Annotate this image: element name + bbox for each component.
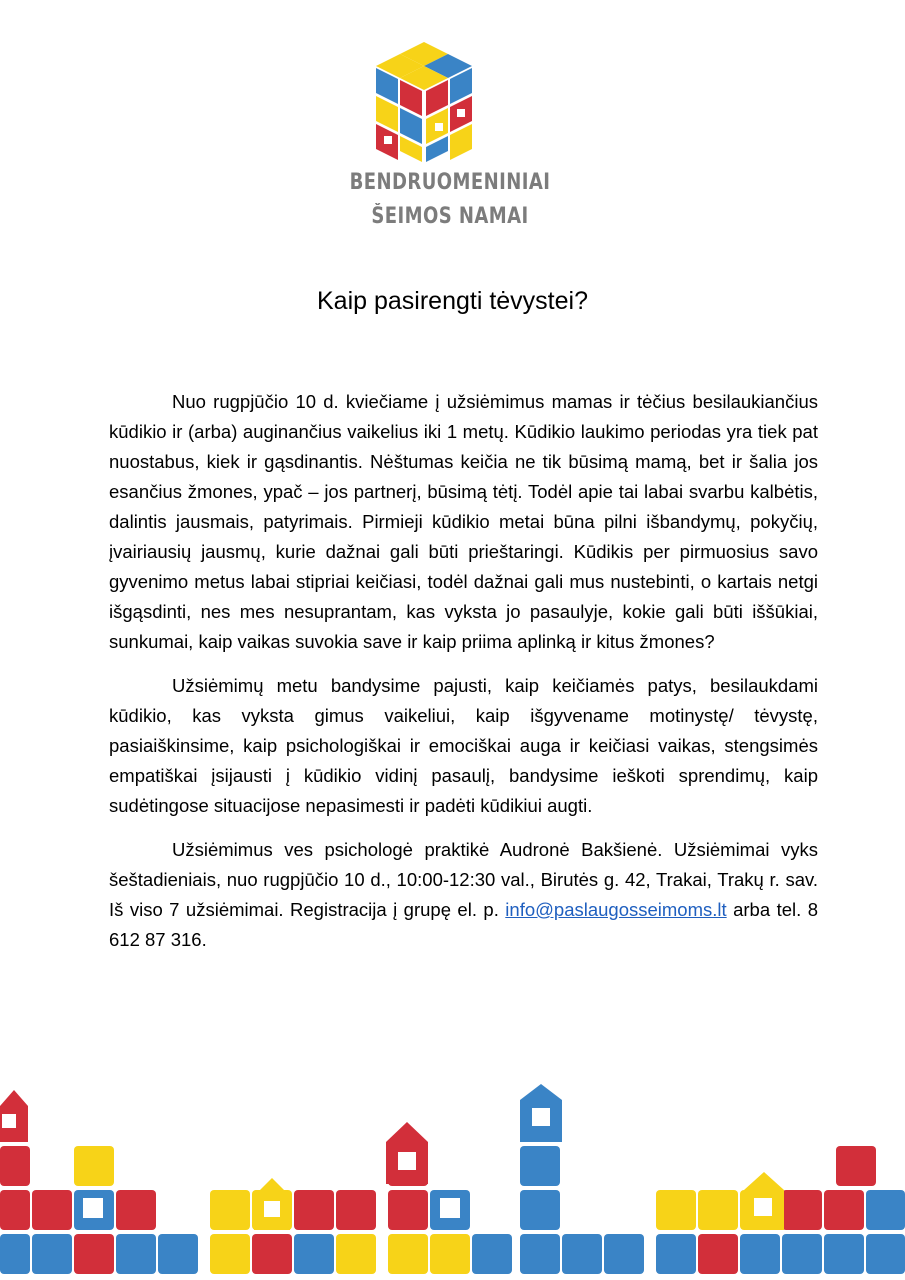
details-connector: arba bbox=[733, 899, 771, 920]
logo-cube-icon bbox=[372, 40, 476, 164]
paragraph-intro: Nuo rugpjūčio 10 d. kviečiame į užsiėmimus mamas ir tėčius besilaukiančius kūdikio ir (arba) auginančius vaikelius iki 1 metų. Kūdikio laukimo periodas yra tiek pat nuostabus, kiek ir gąsdinantis. Nėštumas keičia ne tik būsimą mamą, bet ir šalia jos esančius žmones, ypač – jos partnerį, būsimą tėtį. Todėl apie tai labai svarbu kalbėtis, dalintis jausmais, patyrimais. Pirmieji kūdikio metai būna pilni išbandymų, pokyčių, įvairiausių jausmų, kurie dažnai gali būti prieštaringi. Kūdikis per pirmuosius savo gyvenimo metus labai stipriai keičiasi, todėl dažnai gali mus nustebinti, o kartais netgi išgąsdinti, nes mes nesuprantam, kas vyksta jo pasaulyje, kokie gali būti iššūkiai, sunkumai, kaip vaikas suvokia save ir kaip priima aplinką ir kitus žmones? bbox=[109, 391, 818, 652]
phone-text: tel. 8 612 87 316. bbox=[109, 899, 819, 950]
email-link[interactable]: info@paslaugosseimoms.lt bbox=[505, 899, 727, 920]
logo bbox=[300, 30, 600, 240]
details-text: Užsiėmimus ves psichologė praktikė Audronė Bakšienė. Užsiėmimai vyks šeštadieniais, nuo rugpjūčio 10 d., 10:00-12:30 val., Birutės g. 42, Trakai, Trakų r. sav. Iš viso 7 užsiėmimai. Registracija į grupę el. p. bbox=[109, 839, 818, 920]
paragraph-details bbox=[109, 835, 818, 955]
logo-text-line1: BENDRUOMENINIAI bbox=[349, 170, 551, 195]
logo-text-line2: ŠEIMOS NAMAI bbox=[371, 204, 529, 229]
document-body bbox=[109, 387, 818, 969]
house-blocks-footer-icon bbox=[0, 1080, 905, 1280]
page-title: Kaip pasirengti tėvystei? bbox=[317, 287, 588, 315]
paragraph-activities: Užsiėmimų metu bandysime pajusti, kaip keičiamės patys, besilaukdami kūdikio, kas vyksta gimus vaikeliui, kaip išgyvename motinystę/ tėvystę, pasiaiškinsime, kaip psichologiškai ir emociškai auga ir keičiasi vaikas, stengsimės empatiškai įsijausti į kūdikio vidinį pasaulį, bandysime ieškoti sprendimų, kaip sudėtingose situacijose nepasimesti ir padėti kūdikiui augti. bbox=[109, 675, 818, 816]
